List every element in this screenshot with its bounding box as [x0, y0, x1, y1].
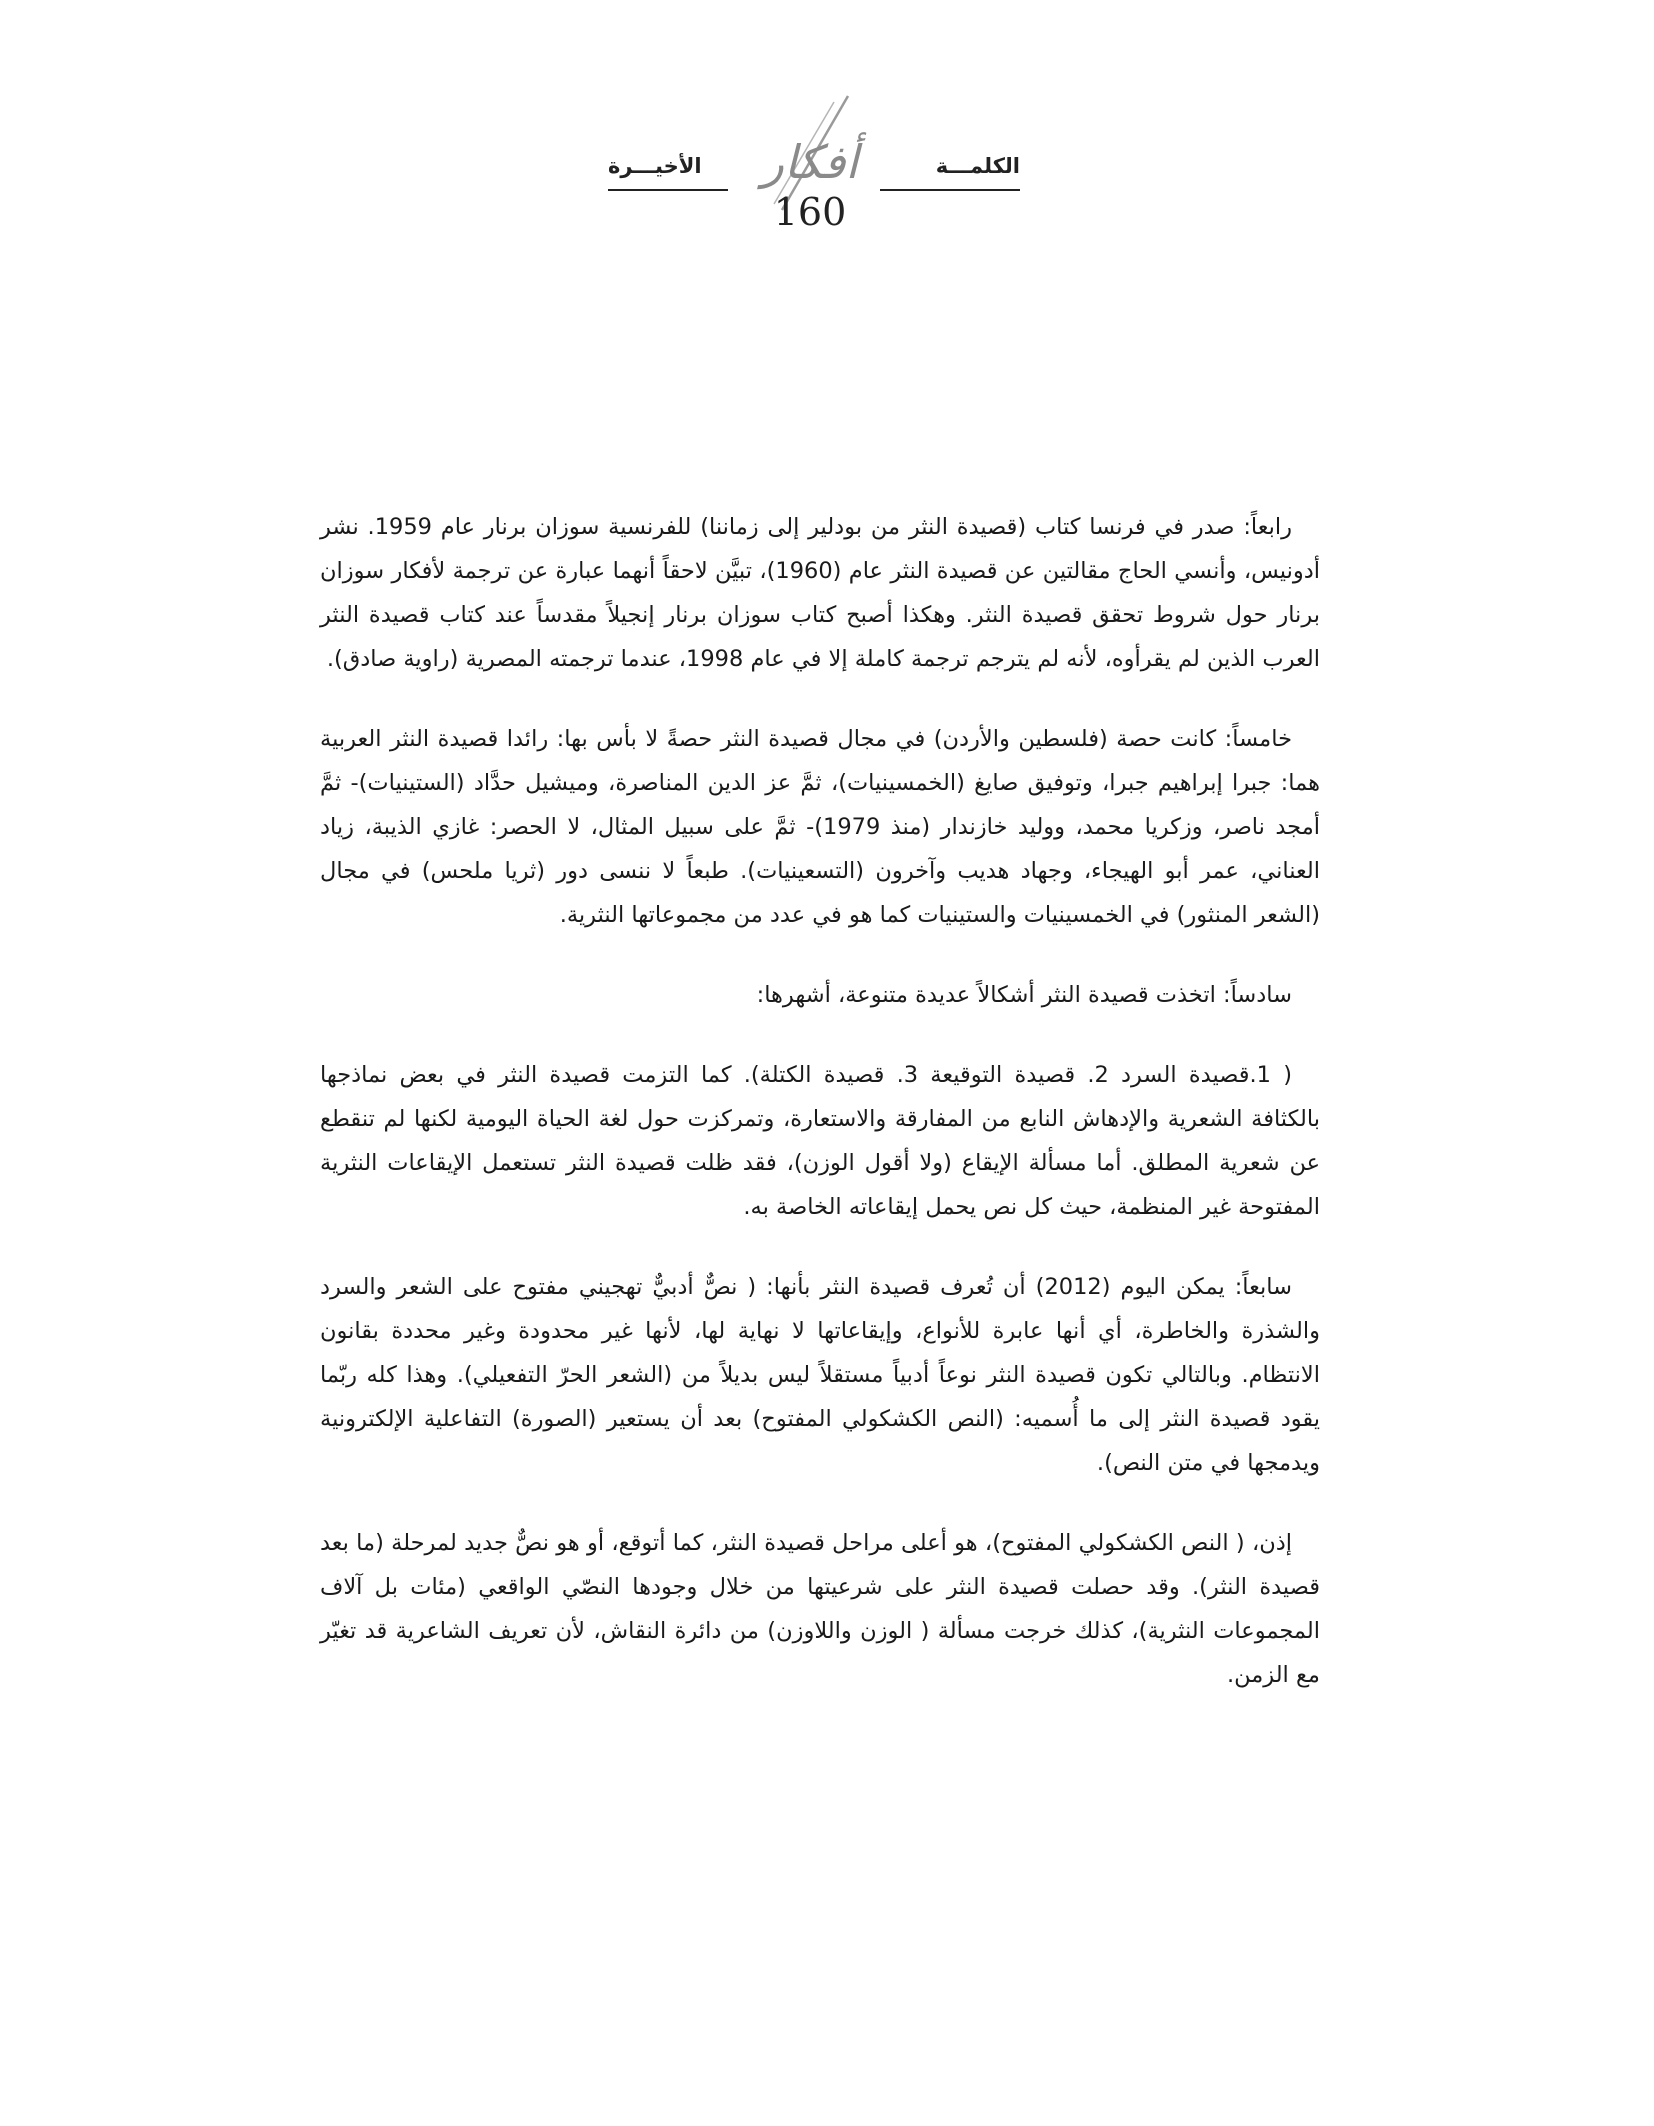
- page-header: [600, 92, 1020, 262]
- paragraph-sixth: سادساً: اتخذت قصيدة النثر أشكالاً عديدة متنوعة، أشهرها:: [756, 982, 1292, 1008]
- logo-text: أفكار: [761, 135, 859, 189]
- paragraph-conclusion: إذن، ( النص الكشكولي المفتوح)، هو أعلى مراحل قصيدة النثر، كما أتوقع، أو هو نصٌّ جديد لمرحلة (ما بعد قصيدة النثر). وقد حصلت قصيدة النثر على شرعيتها من خلال وجودها النصّي الواقعي (مئات بل آلاف المجموعات النثرية)، كذلك خرجت مسألة ( الوزن واللاوزن) من دائرة النقاش، لأن تعريف الشاعرية قد تغيّر مع الزمن.: [320, 1530, 1320, 1688]
- paragraph-seventh: سابعاً: يمكن اليوم (2012) أن تُعرف قصيدة النثر بأنها: ( نصٌّ أدبيٌّ تهجيني مفتوح على الشعر والسرد والشذرة والخاطرة، أي أنها عابرة للأنواع، وإيقاعاتها لا نهاية لها، لأنها غير محدودة وغير محددة بقانون الانتظام. وبالتالي تكون قصيدة النثر نوعاً أدبياً مستقلاً ليس بديلاً من (الشعر الحرّ التفعيلي). وهذا كله ربّما يقود قصيدة النثر إلى ما أُسميه: (النص الكشكولي المفتوح) بعد أن يستعير (الصورة) التفاعلية الإلكترونية ويدمجها في متن النص).: [320, 1274, 1320, 1476]
- header-section-label-right: الكلمـــة: [935, 154, 1020, 178]
- paragraph-fifth: خامساً: كانت حصة (فلسطين والأردن) في مجال قصيدة النثر حصةً لا بأس بها: رائدا قصيدة النثر العربية هما: جبرا إبراهيم جبرا، وتوفيق صايغ (الخمسينيات)، ثمَّ عز الدين المناصرة، وميشيل حدَّاد (الستينيات)- ثمَّ أمجد ناصر، وزكريا محمد، ووليد خازندار (منذ 1979)- ثمَّ على سبيل المثال، لا الحصر: غازي الذيبة، زياد العناني، عمر أبو الهيجاء، وجهاد هديب وآخرون (التسعينيات). طبعاً لا ننسى دور (ثريا ملحس) في مجال (الشعر المنثور) في الخمسينيات والستينيات كما هو في عدد من مجموعاتها النثرية.: [320, 726, 1320, 928]
- page-number: 160: [773, 190, 847, 234]
- paragraph-forms-list: ( 1.قصيدة السرد 2. قصيدة التوقيعة 3. قصيدة الكتلة). كما التزمت قصيدة النثر في بعض نماذجها بالكثافة الشعرية والإدهاش النابع من المفارقة والاستعارة، وتمركزت حول لغة الحياة اليومية لكنها لم تنقطع عن شعرية المطلق. أما مسألة الإيقاع (ولا أقول الوزن)، فقد ظلت قصيدة النثر تستعمل الإيقاعات النثرية المفتوحة غير المنظمة، حيث كل نص يحمل إيقاعاته الخاصة به.: [320, 1062, 1320, 1220]
- article-body: [320, 505, 1320, 1733]
- paragraph-fourth: رابعاً: صدر في فرنسا كتاب (قصيدة النثر من بودلير إلى زماننا) للفرنسية سوزان برنار عام 1959. نشر أدونيس، وأنسي الحاج مقالتين عن قصيدة النثر عام (1960)، تبيَّن لاحقاً أنهما عبارة عن ترجمة لأفكار سوزان برنار حول شروط تحقق قصيدة النثر. وهكذا أصبح كتاب سوزان برنار إنجيلاً مقدساً عند كتاب قصيدة النثر العرب الذين لم يقرأوه، لأنه لم يترجم ترجمة كاملة إلا في عام 1998، عندما ترجمته المصرية (راوية صادق).: [320, 514, 1320, 672]
- header-rule-left: [608, 189, 728, 191]
- header-section-label-left: الأخيـــرة: [608, 154, 702, 178]
- header-rule-right: [880, 189, 1020, 191]
